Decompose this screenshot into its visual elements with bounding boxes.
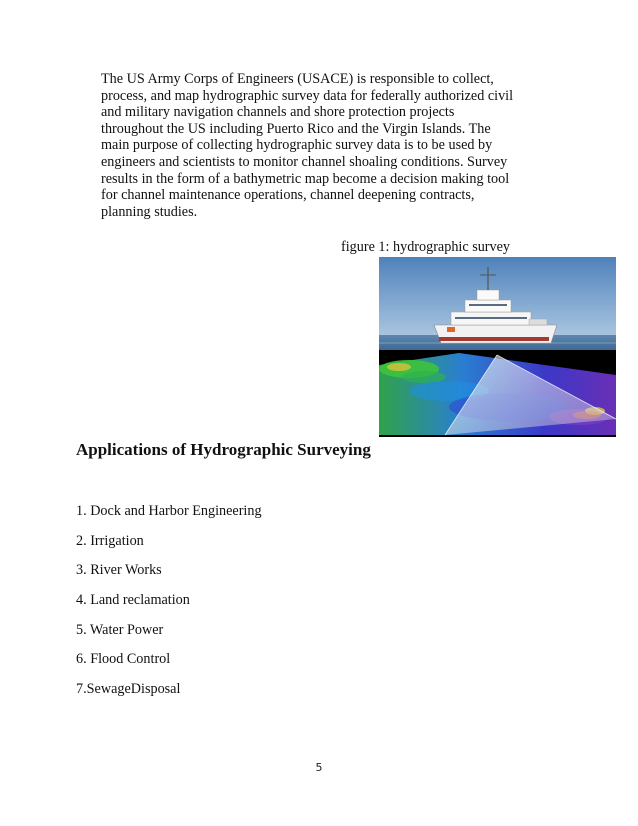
body-paragraph: [101, 71, 541, 220]
paragraph-line: and military navigation channels and shore protection projects: [101, 104, 455, 121]
survey-illustration: [379, 257, 616, 437]
list-item: 4. Land reclamation: [76, 592, 190, 609]
paragraph-line: main purpose of collecting hydrographic survey data is to be used by: [101, 137, 493, 154]
list-item: 1. Dock and Harbor Engineering: [76, 503, 262, 519]
list-item: 5. Water Power: [76, 621, 164, 638]
paragraph-line: for channel maintenance operations, channel deepening contracts,: [101, 187, 475, 204]
figure-caption: figure 1: hydrographic survey: [341, 239, 511, 255]
list-item: 6. Flood Control: [76, 651, 171, 668]
list-item: 2. Irrigation: [76, 532, 144, 549]
applications-list: [76, 503, 262, 711]
paragraph-line: results in the form of a bathymetric map become a decision making tool: [101, 170, 510, 187]
list-item: 3. River Works: [76, 562, 162, 579]
ship-photo: [379, 257, 616, 350]
list-item: 7.SewageDisposal: [76, 681, 181, 698]
section-heading: Applications of Hydrographic Surveying: [76, 440, 371, 459]
hydrographic-survey-figure: [379, 257, 616, 437]
paragraph-line: process, and map hydrographic survey data for federally authorized civil: [101, 87, 514, 104]
bathymetric-map-image: [379, 350, 616, 437]
paragraph-line: The US Army Corps of Engineers (USACE) is responsible to collect,: [101, 71, 494, 87]
paragraph-line: throughout the US including Puerto Rico and the Virgin Islands. The: [101, 120, 491, 137]
paragraph-line: planning studies.: [101, 203, 198, 220]
paragraph-line: engineers and scientists to monitor channel shoaling conditions. Survey: [101, 153, 508, 170]
page-number: 5: [315, 761, 323, 774]
